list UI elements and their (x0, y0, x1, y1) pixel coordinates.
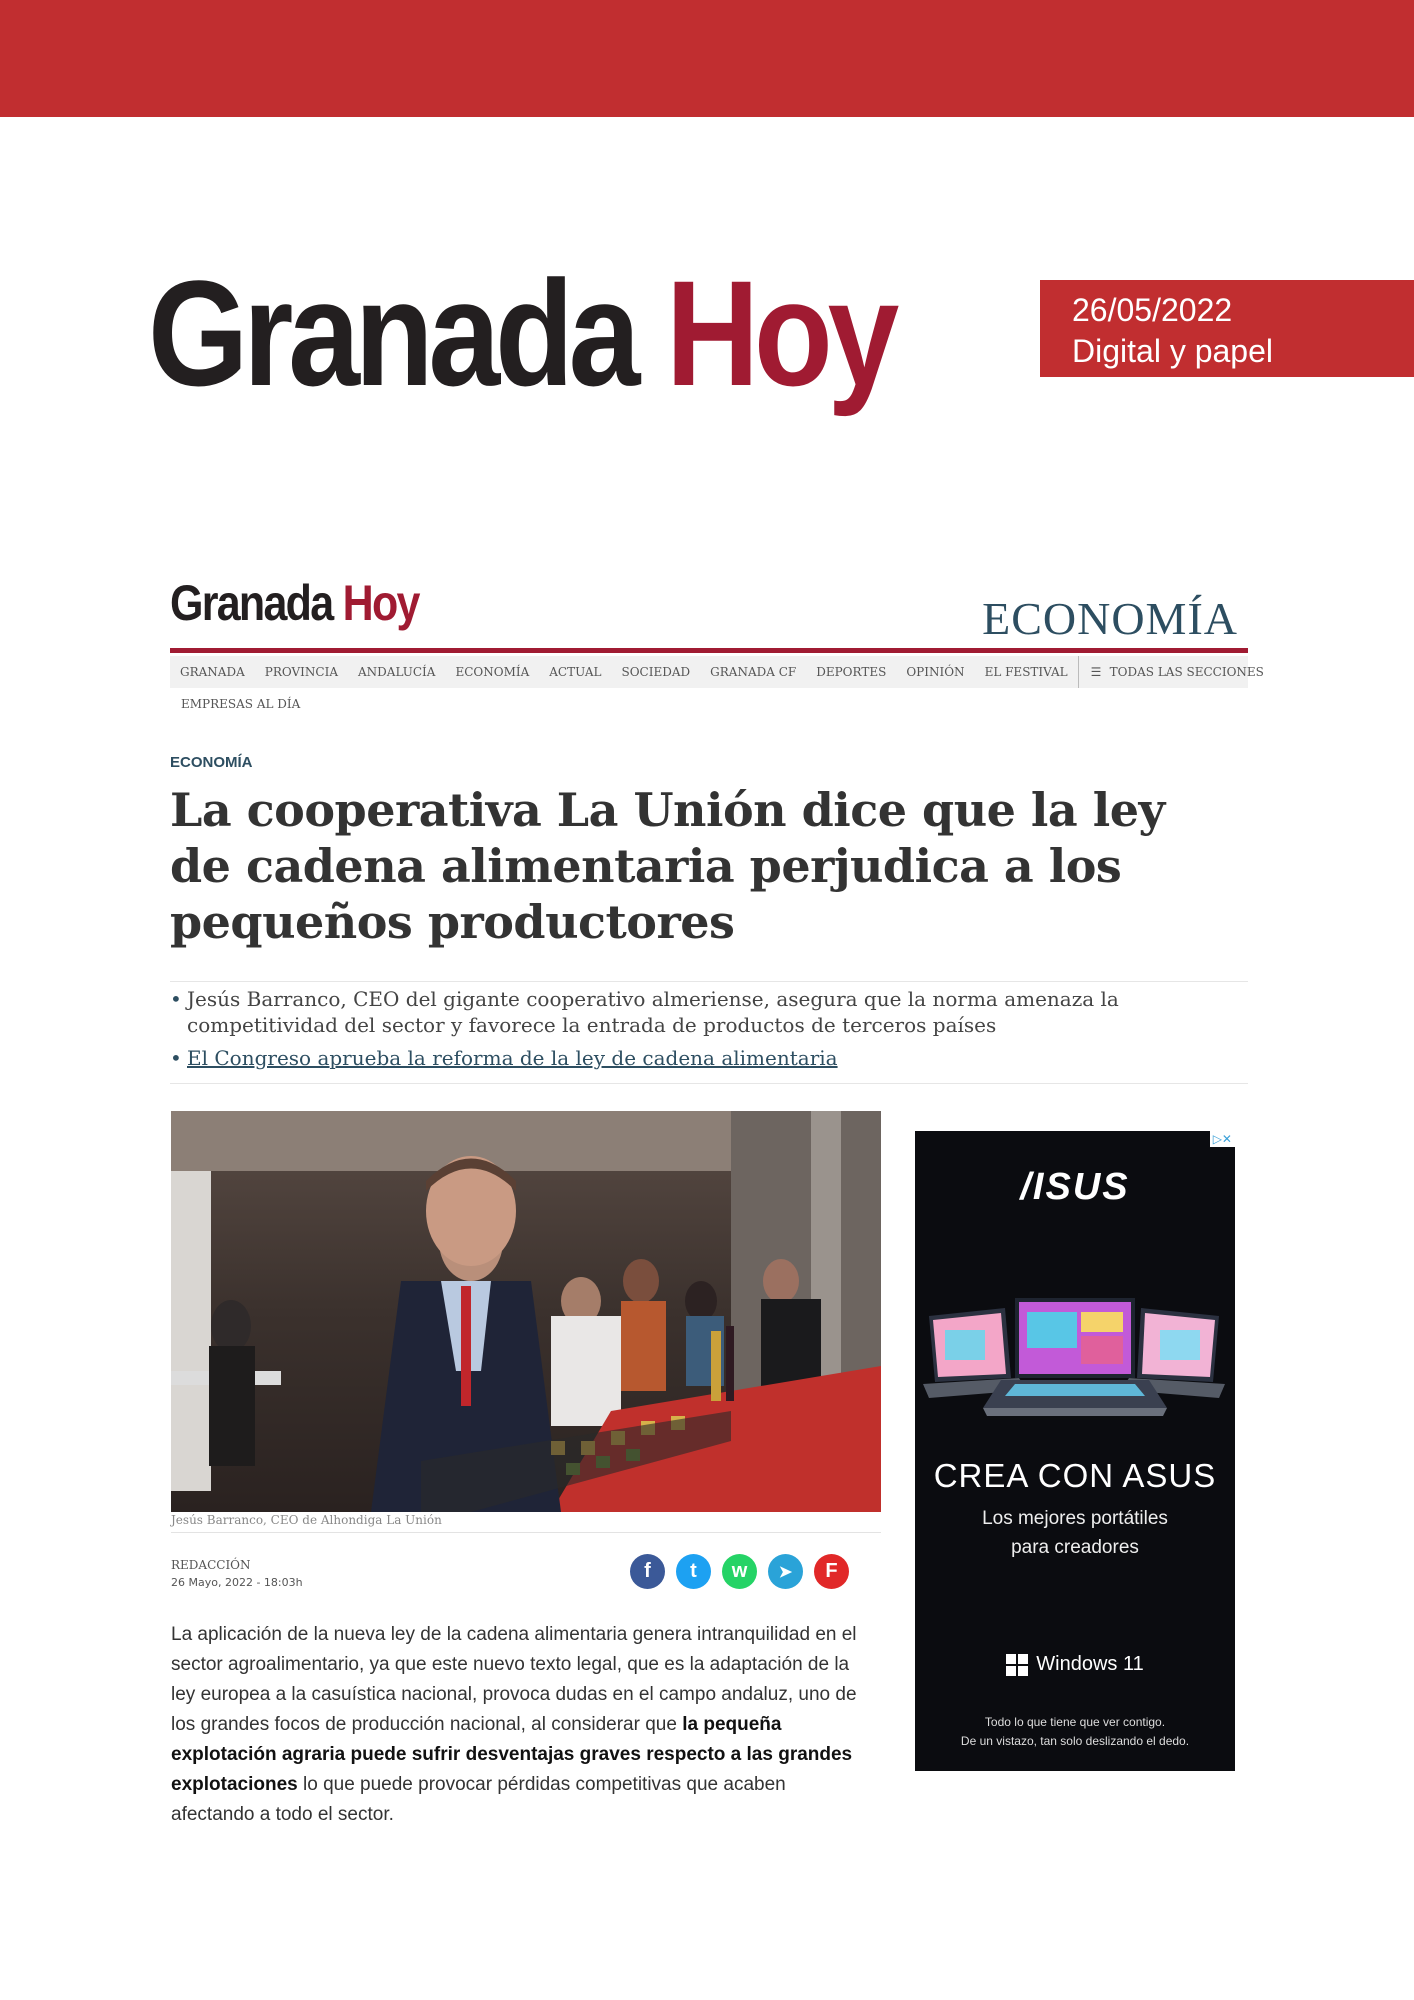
body-text-bold: la pequeña explotación agraria puede sufrir desventajas graves respecto a las grandes explotaciones (171, 1714, 853, 1795)
site-logo-word-granada: Granada (170, 575, 333, 631)
windows-11-badge (915, 1653, 1235, 1676)
clip-date: 26/05/2022 (1072, 292, 1233, 328)
byline-author: REDACCIÓN (171, 1558, 251, 1572)
ad-tagline (915, 1504, 1235, 1562)
article-headline: La cooperativa La Unión dice que la ley de cadena alimentaria perjudica a los pequeños productores (170, 783, 1165, 949)
share-buttons (630, 1554, 849, 1589)
body-text-part2: lo que puede provocar pérdidas competitivas que acaben afectando a todo el sector. (171, 1774, 786, 1825)
article-kicker[interactable]: ECONOMÍA (170, 754, 253, 771)
nav-item-provincia[interactable]: PROVINCIA (264, 665, 338, 679)
ad-tagline-line1: Los mejores portátiles (982, 1508, 1168, 1529)
adchoices-icon[interactable]: ▷✕ (1210, 1131, 1235, 1147)
summary-bottom-rule (170, 1083, 1248, 1084)
all-sections-label: TODAS LAS SECCIONES (1109, 665, 1264, 679)
nav-item-actual[interactable]: ACTUAL (549, 665, 602, 679)
article-photo (171, 1111, 881, 1512)
section-nav (170, 656, 1264, 688)
facebook-icon[interactable]: f (630, 1554, 665, 1589)
nav-item-el-festival[interactable]: EL FESTIVAL (984, 665, 1068, 679)
nav-item-opinion[interactable]: OPINIÓN (906, 665, 965, 679)
asus-advertisement[interactable] (915, 1131, 1235, 1771)
ad-fine-line2: De un vistazo, tan solo deslizando el dedo. (960, 1734, 1190, 1748)
article-site-logo[interactable] (170, 575, 419, 631)
header-rule (170, 648, 1248, 653)
windows-label: Windows 11 (1036, 1653, 1144, 1675)
photo-illustration (171, 1111, 881, 1512)
clip-medium: Digital y papel (1072, 333, 1273, 369)
site-logo-word-hoy: Hoy (342, 575, 419, 631)
all-sections-button[interactable] (1078, 656, 1276, 688)
summary-bullet: • Jesús Barranco, CEO del gigante cooperativo almeriense, asegura que la norma amenaza la competitividad del sector y favorece la entrada de productos de terceros países (170, 986, 1248, 1038)
ad-slogan: CREA CON ASUS (933, 1457, 1217, 1494)
ad-brand-logo: /ISUS (1020, 1166, 1130, 1208)
menu-icon: ☰ (1090, 665, 1102, 679)
laptops-illustration (915, 1286, 1235, 1426)
summary-bullet-link-item (170, 1045, 1248, 1071)
nav-item-granada[interactable]: GRANADA (180, 665, 245, 679)
masthead-word-hoy: Hoy (665, 249, 895, 417)
date-box (1040, 280, 1414, 377)
section-title: ECONOMÍA (982, 593, 1238, 644)
article-summary (170, 986, 1248, 1078)
article-body (171, 1620, 871, 1830)
telegram-icon[interactable]: ➤ (768, 1554, 803, 1589)
ad-tagline-line2: para creadores (1011, 1537, 1139, 1558)
masthead-word-granada: Granada (148, 249, 636, 417)
related-article-link[interactable]: El Congreso aprueba la reforma de la ley de cadena alimentaria (187, 1046, 838, 1070)
top-red-band (0, 0, 1414, 117)
whatsapp-icon[interactable]: w (722, 1554, 757, 1589)
nav-item-andalucia[interactable]: ANDALUCÍA (357, 665, 436, 679)
windows-logo-icon (1006, 1654, 1028, 1676)
nav-item-economia[interactable]: ECONOMÍA (455, 665, 530, 679)
photo-caption: Jesús Barranco, CEO de Alhondiga La Unión (171, 1513, 442, 1527)
ad-fine-line1: Todo lo que tiene que ver contigo. (984, 1715, 1166, 1729)
byline-date: 26 Mayo, 2022 - 18:03h (171, 1576, 303, 1589)
flipboard-icon[interactable]: F (814, 1554, 849, 1589)
nav-item-sociedad[interactable]: SOCIEDAD (621, 665, 691, 679)
nav-item-granada-cf[interactable]: GRANADA CF (710, 665, 797, 679)
nav-item-empresas-al-dia[interactable]: EMPRESAS AL DÍA (181, 697, 301, 711)
ad-fine-print (915, 1713, 1235, 1751)
masthead-logo (148, 249, 895, 417)
body-text-part1: La aplicación de la nueva ley de la cadena alimentaria genera intranquilidad en el sector agroalimentario, ya que este nuevo texto legal, que es la adaptación de la ley europea a la casuística nacional, provoca dudas en el campo andaluz, uno de los grandes focos de producción nacional, al considerar que (171, 1624, 857, 1735)
summary-top-rule (170, 981, 1248, 982)
twitter-icon[interactable]: t (676, 1554, 711, 1589)
nav-item-deportes[interactable]: DEPORTES (816, 665, 887, 679)
caption-rule (171, 1532, 881, 1533)
